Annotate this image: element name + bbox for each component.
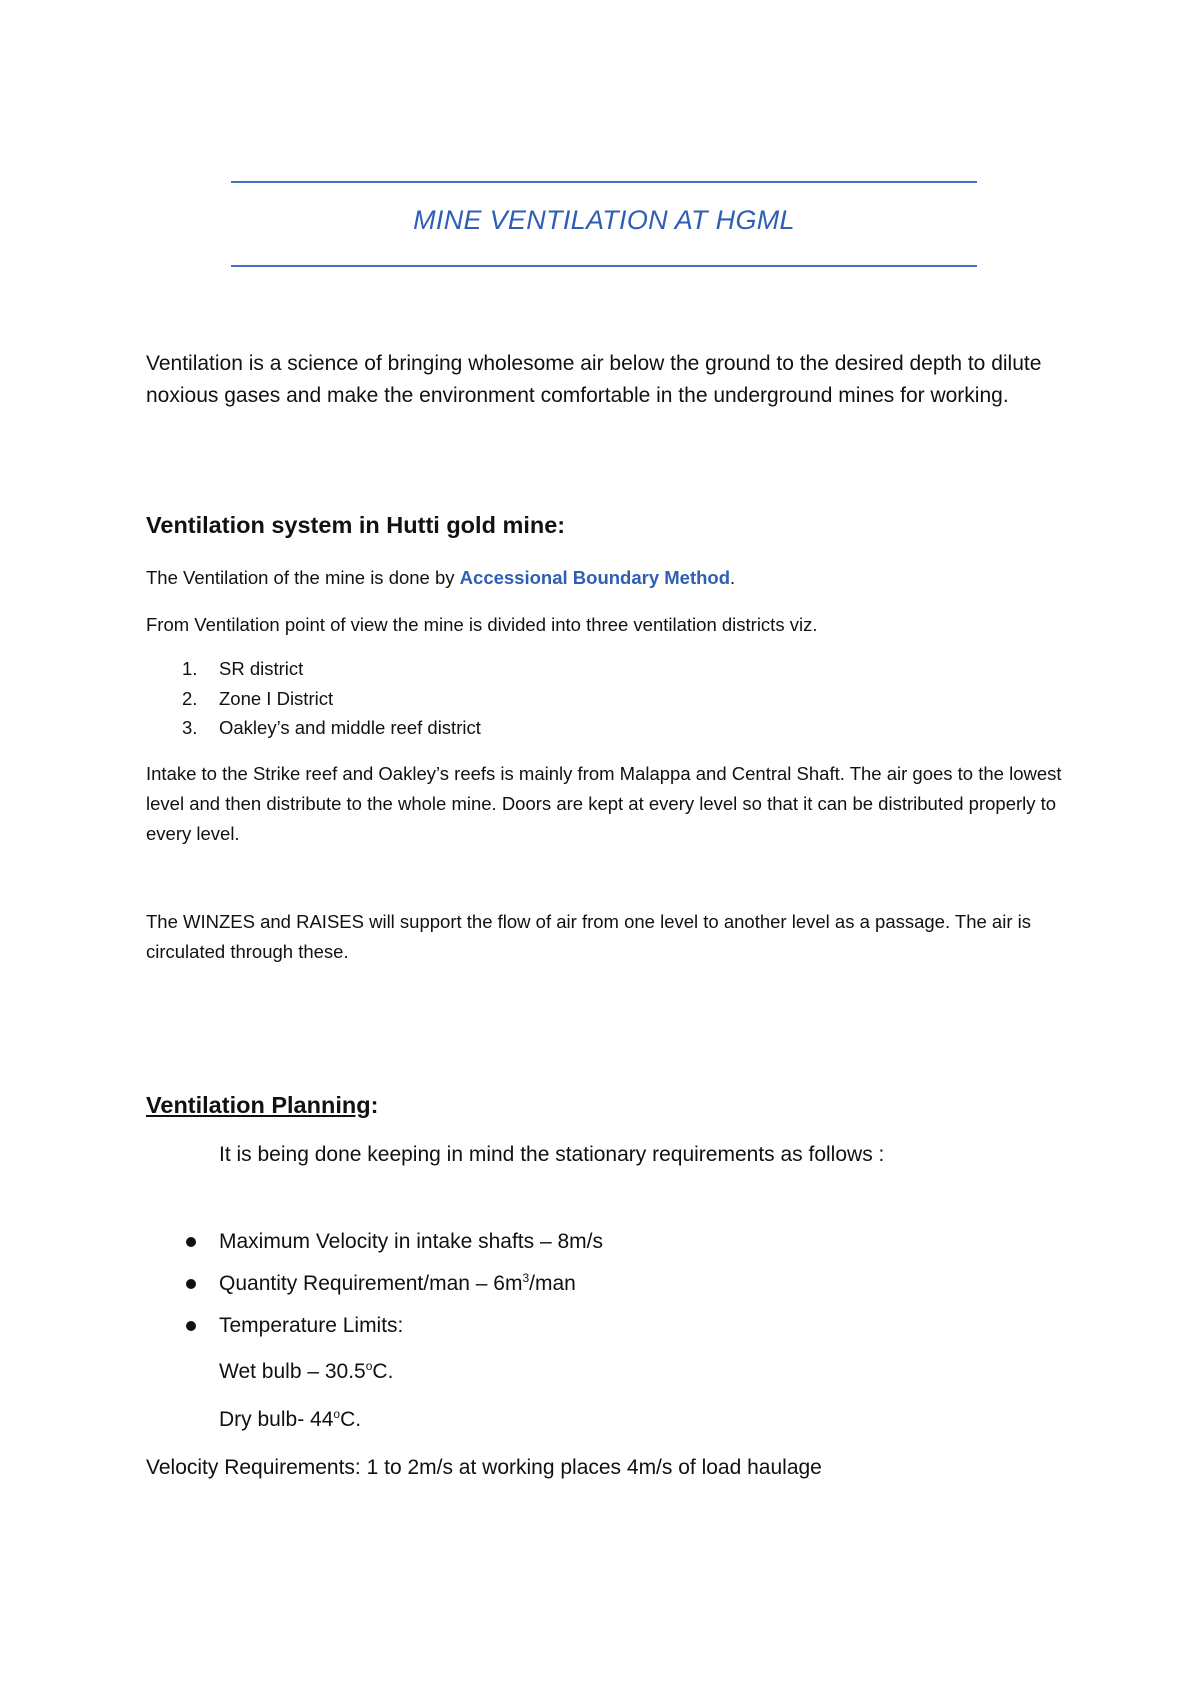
planning-heading-text: Ventilation Planning (146, 1092, 371, 1118)
method-suffix: . (730, 567, 736, 588)
intro-paragraph: Ventilation is a science of bringing wholesome air below the ground to the desired depth to dilute noxious gases and make the environment comfortable in the underground mines for working. (146, 352, 1042, 407)
quantity-superscript: 3 (522, 1271, 530, 1285)
wet-bulb-prefix: Wet bulb – 30.5 (219, 1360, 366, 1383)
list-item (146, 684, 1066, 714)
wet-bulb-suffix: C. (372, 1360, 394, 1383)
quantity-requirement (219, 1272, 576, 1295)
list-item (182, 1227, 982, 1269)
velocity-requirement: Maximum Velocity in intake shafts – 8m/s (219, 1230, 603, 1253)
requirements-intro: It is being done keeping in mind the stationary requirements as follows : (219, 1143, 885, 1166)
list-item (182, 1311, 982, 1353)
method-name: Accessional Boundary Method (459, 567, 731, 588)
section-heading-ventilation-system: Ventilation system in Hutti gold mine: (146, 512, 566, 538)
list-item-number: 3. (182, 717, 198, 738)
title-top-rule (231, 181, 977, 183)
list-item-label: Oakley’s and middle reef district (219, 717, 481, 738)
velocity-requirements: Velocity Requirements: 1 to 2m/s at working places 4m/s of load haulage (146, 1456, 822, 1479)
planning-heading-colon: : (370, 1092, 379, 1118)
winzes-paragraph: The WINZES and RAISES will support the flow of air from one level to another level as a passage. The air is circulated through these. (146, 911, 1031, 962)
bullet-icon (186, 1321, 196, 1331)
method-paragraph (146, 563, 1066, 593)
quantity-prefix: Quantity Requirement/man – 6m (219, 1272, 523, 1295)
dry-bulb-suffix: C. (340, 1408, 362, 1431)
title-bottom-rule (231, 265, 977, 267)
districts-intro-paragraph: From Ventilation point of view the mine is divided into three ventilation districts viz. (146, 614, 818, 635)
list-item-number: 2. (182, 687, 198, 709)
intake-paragraph: Intake to the Strike reef and Oakley’s reefs is mainly from Malappa and Central Shaft. The air goes to the lowest level and then distribute to the whole mine. Doors are kept at every level so that it can be distributed properly to every level. (146, 763, 1062, 844)
bullet-icon (186, 1279, 196, 1289)
list-item-label: SR district (219, 658, 304, 679)
temperature-limits: Temperature Limits: (219, 1314, 404, 1337)
wet-bulb-limit (219, 1360, 1139, 1384)
requirements-list (182, 1227, 982, 1353)
page-title: MINE VENTILATION AT HGML (413, 205, 795, 235)
districts-list (146, 654, 1066, 743)
section-heading-ventilation-planning (146, 1092, 1066, 1119)
list-item-label: Zone I District (219, 687, 334, 709)
list-item (146, 713, 1066, 743)
dry-bulb-prefix: Dry bulb- 44 (219, 1408, 334, 1431)
quantity-suffix: /man (529, 1272, 576, 1295)
dry-bulb-limit (219, 1408, 1139, 1432)
method-prefix: The Ventilation of the mine is done by (146, 567, 460, 588)
wet-bulb-degree: o (365, 1359, 373, 1373)
list-item (146, 654, 1066, 684)
bullet-icon (186, 1237, 196, 1247)
list-item-number: 1. (182, 658, 198, 679)
list-item (182, 1269, 982, 1311)
dry-bulb-degree: o (333, 1407, 341, 1421)
